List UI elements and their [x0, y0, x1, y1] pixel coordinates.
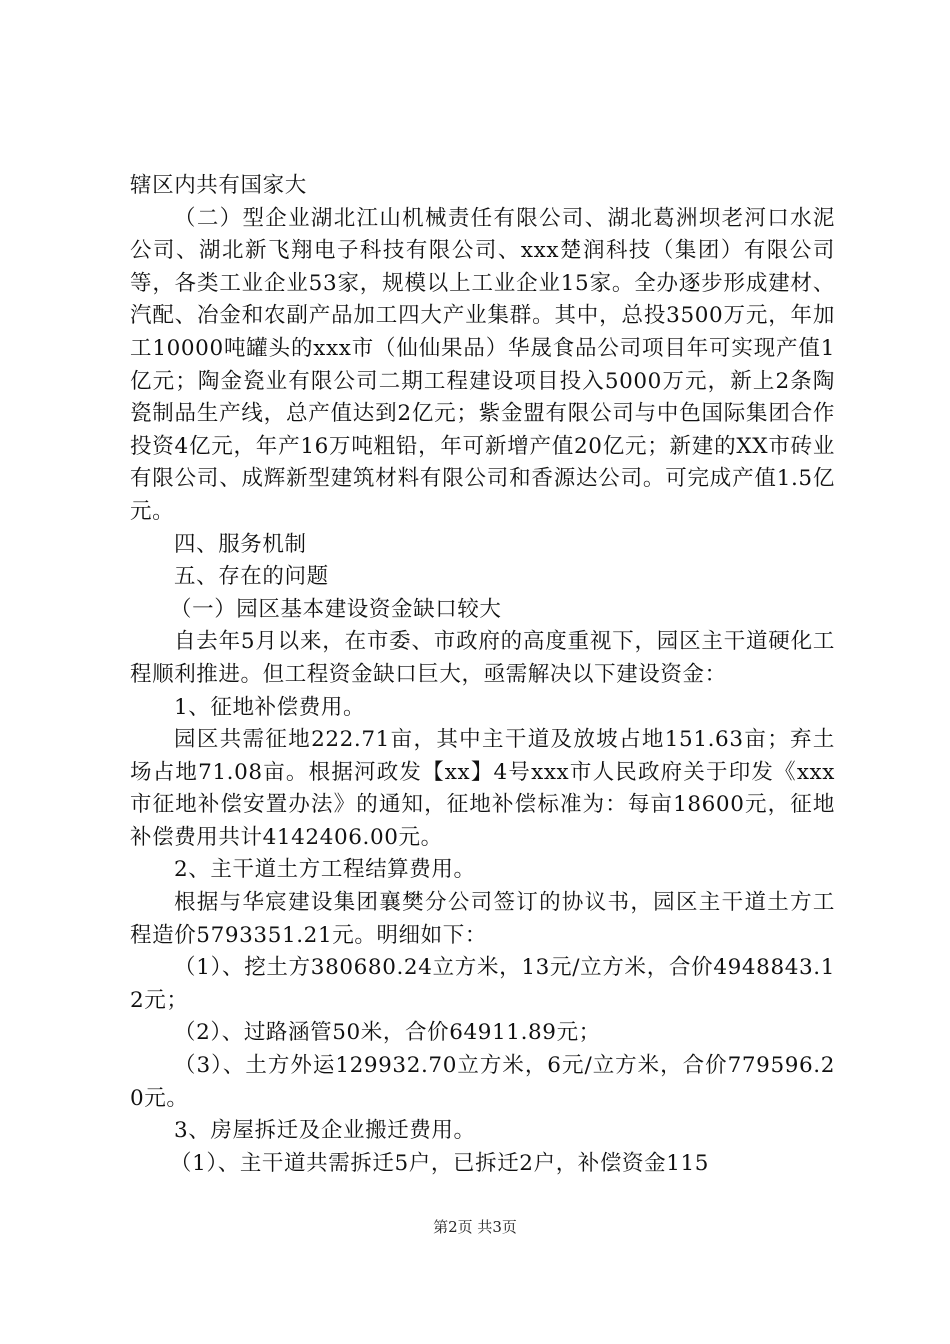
paragraph-intro-fragment: 辖区内共有国家大 — [130, 173, 307, 198]
detail-culvert: （2）、过路涵管50米，合价64911.89元； — [174, 1020, 601, 1046]
detail-excavation: （1）、挖土方380680.24立方米，13元/立方米，合价4948843.12元； — [130, 955, 835, 1013]
paragraph-earthwork-cost: 根据与华宸建设集团襄樊分公司签订的协议书，园区主干道土方工程造价5793351.21元。明细如下： — [130, 890, 835, 948]
subheading-funding-gap: （一）园区基本建设资金缺口较大 — [170, 596, 502, 622]
item-earthwork-cost: 2、主干道土方工程结算费用。 — [174, 857, 476, 883]
page-footer: 第2页 共3页 — [433, 1218, 517, 1236]
item-demolition-relocation: 3、房屋拆迁及企业搬迁费用。 — [174, 1118, 476, 1144]
paragraph-funding-gap: 自去年5月以来，在市委、市政府的高度重视下，园区主干道硬化工程顺利推进。但工程资金缺口巨大，亟需解决以下建设资金： — [130, 629, 835, 687]
paragraph-enterprises: （二）型企业湖北江山机械责任有限公司、湖北葛洲坝老河口水泥公司、湖北新飞翔电子科技有限公司、xxx楚润科技（集团）有限公司等，各类工业企业53家，规模以上工业企业15家。全办逐步形成建材、汽配、冶金和农副产品加工四大产业集群。其中，总投3500万元，年加工10000吨罐头的xxx市（仙仙果品）华晟食品公司项目年可实现产值1亿元；陶金瓷业有限公司二期工程建设项目投入5000万元，新上2条陶瓷制品生产线，总产值达到2亿元；紫金盟有限公司与中色国际集团合作投资4亿元，年产16万吨粗铅，年可新增产值20亿元；新建的XX市砖业有限公司、成辉新型建筑材料有限公司和香源达公司。可完成产值1.5亿元。 — [130, 205, 835, 524]
heading-service-mechanism: 四、服务机制 — [174, 531, 307, 557]
detail-demolition: （1）、主干道共需拆迁5户，已拆迁2户，补偿资金115 — [170, 1150, 710, 1176]
document-body — [130, 170, 835, 1180]
heading-existing-problems: 五、存在的问题 — [174, 564, 329, 590]
item-land-compensation: 1、征地补偿费用。 — [174, 694, 366, 720]
paragraph-land-compensation: 园区共需征地222.71亩，其中主干道及放坡占地151.63亩；弃土场占地71.08亩。根据河政发【xx】4号xxx市人民政府关于印发《xxx市征地补偿安置办法》的通知，征地补偿标准为：每亩18600元，征地补偿费用共计4142406.00元。 — [130, 727, 835, 850]
detail-earth-transport: （3）、土方外运129932.70立方米，6元/立方米，合价779596.20元。 — [130, 1053, 835, 1111]
